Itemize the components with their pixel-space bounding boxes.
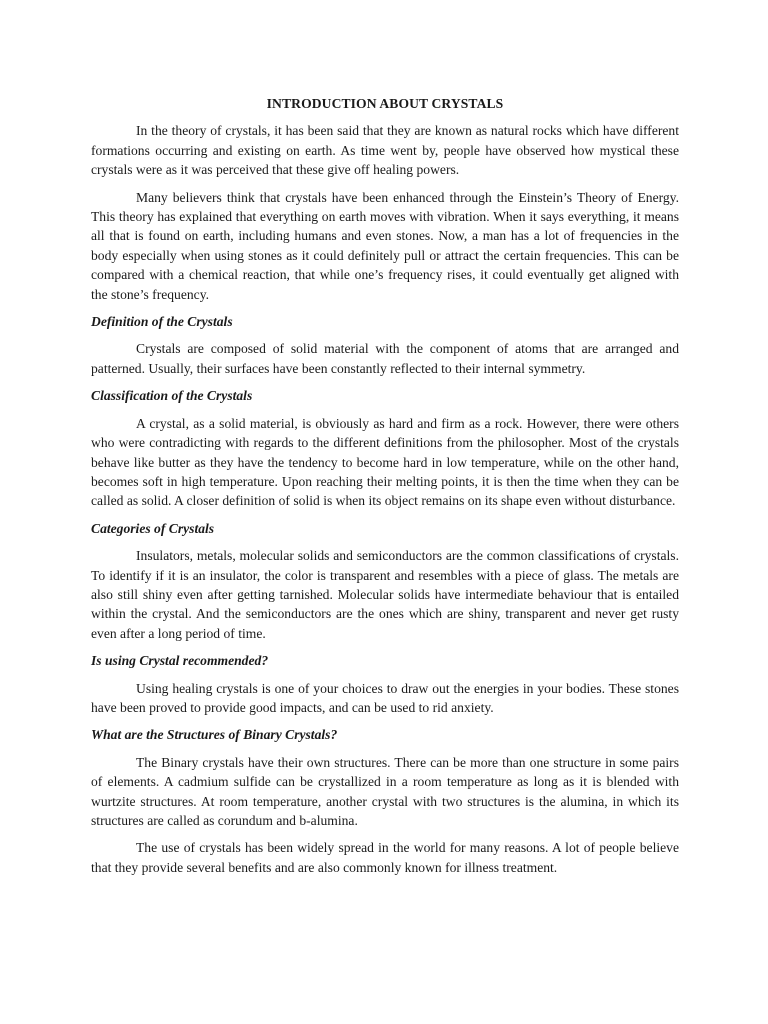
definition-paragraph: Crystals are composed of solid material with the component of atoms that are arranged and patterned. Usually, their surfaces have been constantly reflected to their internal symmetry.	[91, 341, 679, 376]
classification-paragraph: A crystal, as a solid material, is obviously as hard and firm as a rock. However, there were others who were contradicting with regards to the different definitions from the philosopher. Most of the crystals behave like butter as they have the tendency to become hard in low temperature, while on the other hand, becomes soft in high temperature. Upon reaching their melting points, it is then the time when they can be called as solid. A closer definition of solid is when its object remains on its shape even without disturbance.	[91, 415, 679, 509]
section-heading-categories: Categories of Crystals	[91, 520, 215, 536]
section-heading-definition: Definition of the Crystals	[91, 314, 233, 330]
section-heading-classification: Classification of the Crystals	[91, 388, 253, 404]
categories-paragraph: Insulators, metals, molecular solids and semiconductors are the common classifications of crystals. To identify if it is an insulator, the color is transparent and resembles with a piece of glass. The metals are also still shiny even after getting tarnished. Molecular solids have intermediate behaviour that is entailed within the crystal. And the semiconductors are the ones which are shiny, transparent and never get rusty even after a long period of time.	[91, 548, 679, 641]
section-heading-recommended: Is using Crystal recommended?	[91, 653, 269, 669]
section-heading-binary-structures: What are the Structures of Binary Crystals?	[91, 727, 338, 743]
intro-paragraph-1: In the theory of crystals, it has been said that they are known as natural rocks which have different formations occurring and existing on earth. As time went by, people have observed how mystical these crystals were as it was perceived that these give off healing powers.	[91, 123, 679, 178]
crystal-uses-paragraph: The use of crystals has been widely spread in the world for many reasons. A lot of people believe that they provide several benefits and are also commonly known for illness treatment.	[91, 840, 679, 875]
document-title: INTRODUCTION ABOUT CRYSTALS	[266, 96, 504, 111]
document-page	[91, 94, 679, 885]
recommended-paragraph: Using healing crystals is one of your choices to draw out the energies in your bodies. These stones have been proved to provide good impacts, and can be used to rid anxiety.	[91, 680, 679, 715]
binary-structures-paragraph: The Binary crystals have their own structures. There can be more than one structure in some pairs of elements. A cadmium sulfide can be crystallized in a room temperature as long as it is blended with wurtzite structures. At room temperature, another crystal with two structures is the alumina, in which its structures are called as corundum and b-alumina.	[91, 754, 679, 828]
intro-paragraph-2: Many believers think that crystals have been enhanced through the Einstein’s Theory of Energy. This theory has explained that everything on earth moves with vibration. When it says everything, it means all that is found on earth, including humans and even stones. Now, a man has a lot of frequencies in the body especially when using stones as it could definitely pull or attract the certain frequencies. This can be compared with a chemical reaction, that while one’s frequency rises, it could eventually get aligned with the stone’s frequency.	[91, 189, 679, 302]
